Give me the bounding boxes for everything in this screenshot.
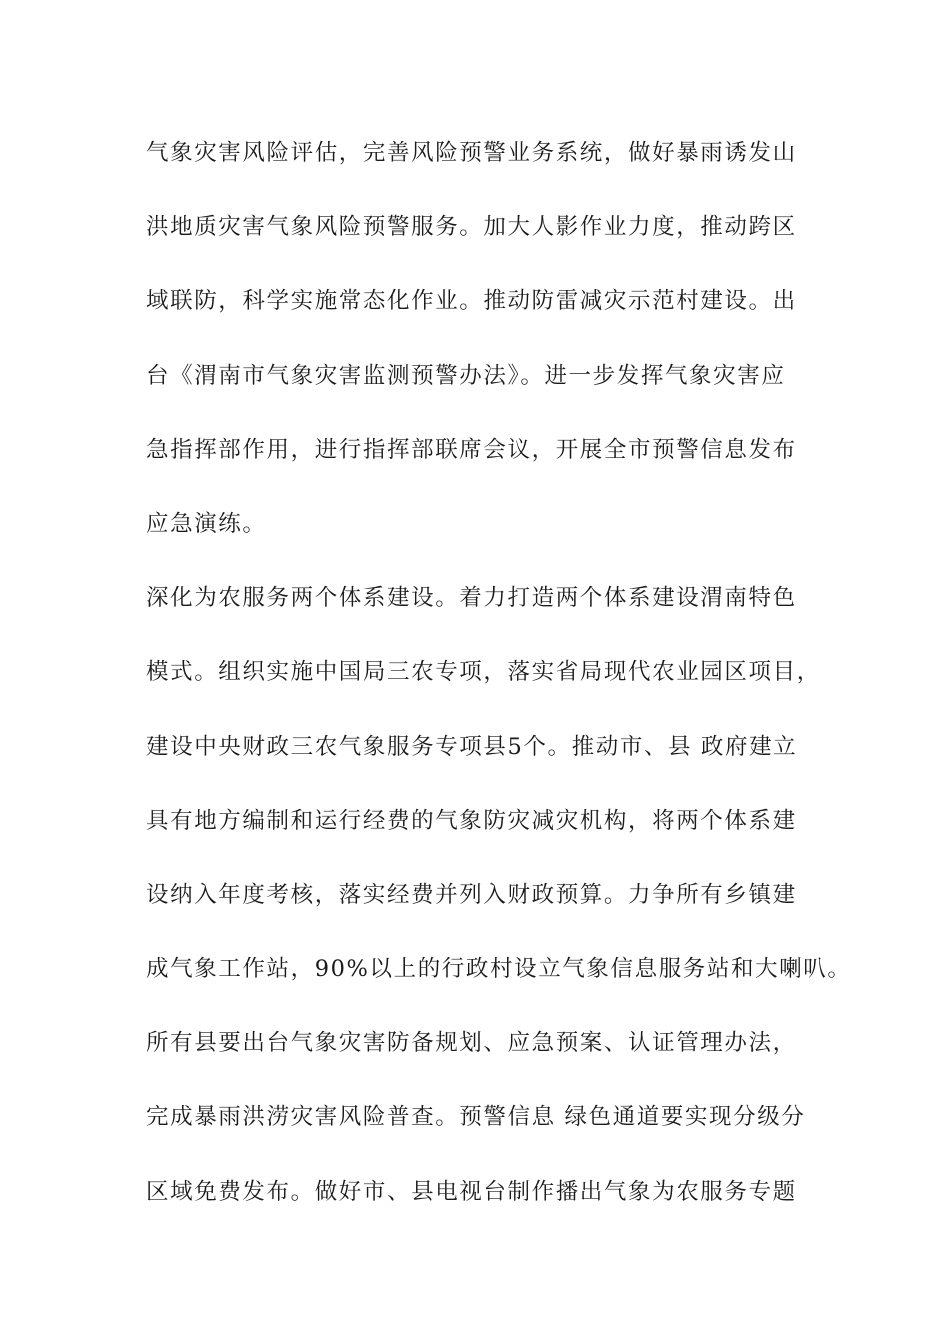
text-line: 具有地方编制和运行经费的气象防灾减灾机构，将两个体系建 [146, 807, 797, 834]
text-line: 成气象工作站，90%以上的行政村设立气象信息服务站和大喇叭。 [146, 956, 852, 983]
text-line: 区域免费发布。做好市、县电视台制作播出气象为农服务专题 [146, 1178, 797, 1205]
text-line: 台《渭南市气象灾害监测预警办法》。进一步发挥气象灾害应 [146, 362, 786, 389]
body-text [146, 131, 852, 1244]
text-line: 设纳入年度考核，落实经费并列入财政预算。力争所有乡镇建 [146, 881, 797, 908]
text-line: 应急演练。 [146, 510, 267, 537]
text-line: 建设中央财政三农气象服务专项县5个。推动市、县 政府建立 [146, 733, 798, 760]
text-line: 洪地质灾害气象风险预警服务。加大人影作业力度，推动跨区 [146, 214, 797, 241]
text-line: 模式。组织实施中国局三农专项，落实省局现代农业园区项目， [146, 659, 821, 686]
text-line: 所有县要出台气象灾害防备规划、应急预案、认证管理办法， [146, 1030, 797, 1057]
text-line: 完成暴雨洪涝灾害风险普查。预警信息 绿色通道要实现分级分 [146, 1104, 806, 1131]
text-line: 深化为农服务两个体系建设。着力打造两个体系建设渭南特色 [146, 585, 797, 612]
text-line: 域联防，科学实施常态化作业。推动防雷减灾示范村建设。出 [146, 288, 797, 315]
text-line: 气象灾害风险评估，完善风险预警业务系统，做好暴雨诱发山 [146, 140, 797, 166]
text-line: 急指挥部作用，进行指挥部联席会议，开展全市预警信息发布 [146, 436, 797, 463]
